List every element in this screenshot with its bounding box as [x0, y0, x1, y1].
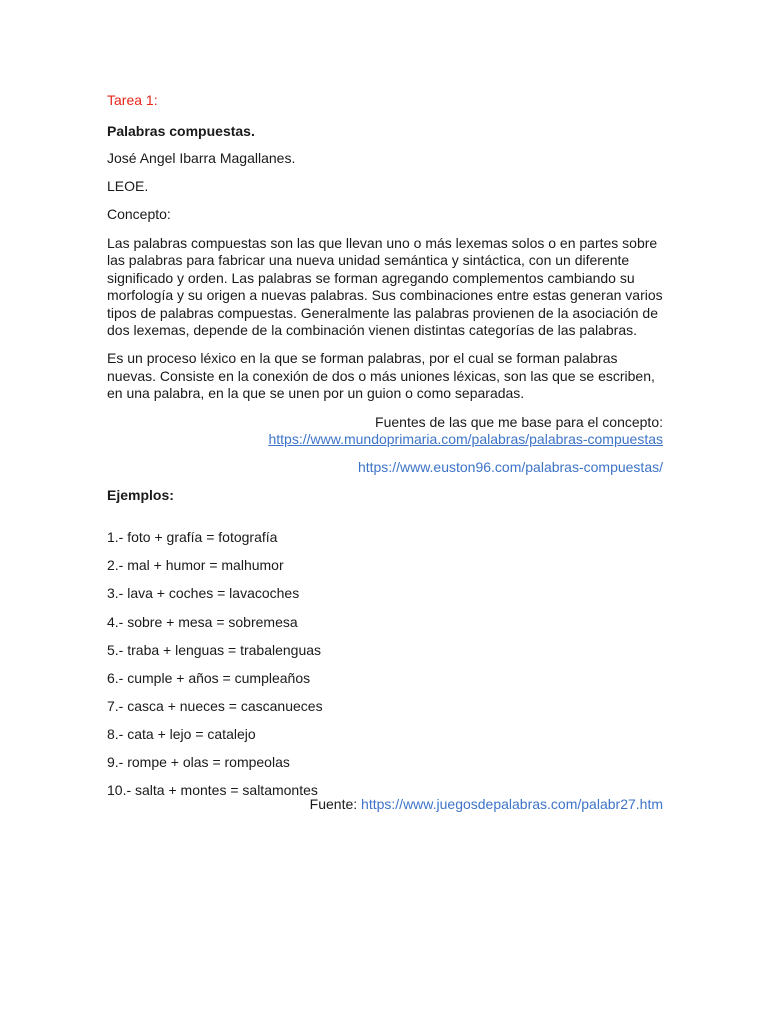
- paragraph-line: tipos de palabras compuestas. Generalmente las palabras provienen de la asociación de: [107, 305, 659, 321]
- author-name: José Angel Ibarra Magallanes.: [107, 150, 296, 166]
- paragraph-line: morfología y su origen a nuevas palabras. Sus combinaciones entre estas generan varios: [107, 287, 663, 303]
- paragraph-line: en una palabra, en la que se unen por un guion o como separadas.: [107, 385, 525, 401]
- paragraph-line: nuevas. Consiste en la conexión de dos o más uniones léxicas, son las que se escriben,: [107, 368, 655, 384]
- concept-label: Concepto:: [107, 206, 171, 222]
- list-item: 6.- cumple + años = cumpleaños: [107, 670, 311, 686]
- paragraph-line: las palabras para fabricar una nueva unidad semántica y sintáctica, con un diferente: [107, 252, 630, 268]
- sources-label: Fuentes de las que me base para el concepto:: [375, 414, 663, 430]
- task-title: Tarea 1:: [107, 92, 158, 108]
- list-item: 3.- lava + coches = lavacoches: [107, 585, 300, 601]
- paragraph-line: Es un proceso léxico en la que se forman palabras, por el cual se forman palabras: [107, 350, 618, 366]
- list-item: 10.- salta + montes = saltamontes: [107, 782, 318, 798]
- final-source-label: Fuente:: [309, 796, 358, 812]
- list-item: 2.- mal + humor = malhumor: [107, 557, 284, 573]
- list-item: 4.- sobre + mesa = sobremesa: [107, 614, 298, 630]
- source-link-juegosdepalabras[interactable]: https://www.juegosdepalabras.com/palabr27.htm: [361, 796, 663, 812]
- paragraph-line: dos lexemas, depende de la combinación vienen distintas categorías de las palabras.: [107, 322, 637, 338]
- list-item: 9.- rompe + olas = rompeolas: [107, 754, 290, 770]
- document-page: [107, 0, 663, 1024]
- doc-title: Palabras compuestas.: [107, 123, 255, 139]
- source-link-mundoprimaria[interactable]: https://www.mundoprimaria.com/palabras/palabras-compuestas: [268, 431, 663, 447]
- source-link-euston96[interactable]: https://www.euston96.com/palabras-compuestas/: [357, 459, 663, 475]
- examples-label: Ejemplos:: [107, 487, 174, 503]
- program-name: LEOE.: [107, 178, 149, 194]
- list-item: 5.- traba + lenguas = trabalenguas: [107, 642, 322, 658]
- list-item: 1.- foto + grafía = fotografía: [107, 529, 278, 545]
- paragraph-line: significado y orden. Las palabras se forman agregando complementos cambiando su: [107, 270, 635, 286]
- list-item: 7.- casca + nueces = cascanueces: [107, 698, 323, 714]
- list-item: 8.- cata + lejo = catalejo: [107, 726, 256, 742]
- paragraph-line: Las palabras compuestas son las que llevan uno o más lexemas solos o en partes sobre: [107, 235, 658, 251]
- final-source: [310, 796, 663, 814]
